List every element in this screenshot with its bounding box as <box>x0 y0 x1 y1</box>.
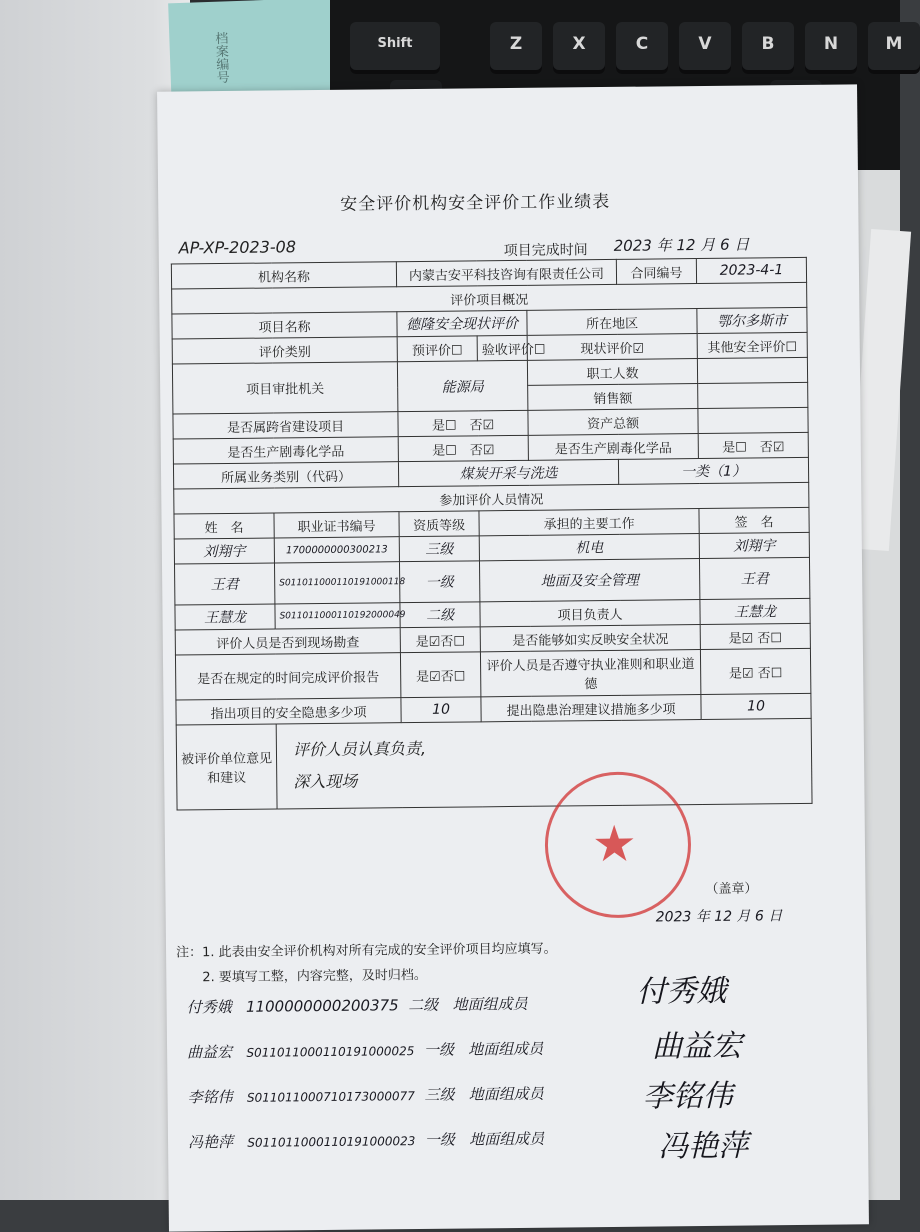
cross-province-value: 是☐ 否☑ <box>398 410 528 436</box>
form-title: 安全评价机构安全评价工作业绩表 <box>340 191 611 215</box>
project-name-label: 项目名称 <box>172 312 397 339</box>
extra-member-name: 曲益宏 <box>187 1042 233 1062</box>
extra-member-name: 李铭伟 <box>187 1087 233 1107</box>
business-code: 一类（1） <box>618 457 808 484</box>
hazard-count-label: 指出项目的安全隐患多少项 <box>176 698 401 725</box>
assets-value <box>698 407 808 433</box>
leader-grade: 二级 <box>400 602 480 628</box>
note-2: 2. 要填写工整，内容完整，及时归档。 <box>202 967 427 986</box>
ethics-label: 评价人员是否遵守执业准则和职业道德 <box>480 650 700 697</box>
member-work: 机电 <box>479 534 699 561</box>
table-row <box>174 557 809 605</box>
extra-member-work: 地面组成员 <box>469 1129 545 1149</box>
performance-form-sheet <box>157 84 869 1231</box>
approval-value: 能源局 <box>397 360 528 411</box>
leader-label: 项目负责人 <box>480 600 700 627</box>
toxic-chem-value-2: 是☐ 否☑ <box>698 432 808 458</box>
member-cert: 1700000000300213 <box>274 537 399 563</box>
contract-value: 2023-4-1 <box>696 257 806 283</box>
overview-header: 评价项目概况 <box>172 282 807 314</box>
extra-member-cert: S011011000110191000023 <box>247 1134 416 1150</box>
assets-label: 资产总额 <box>528 409 698 436</box>
note-1: 注：1. 此表由安全评价机构对所有完成的安全评价项目均应填写。 <box>175 941 557 961</box>
extra-member-work: 地面组成员 <box>468 1084 544 1104</box>
project-name-value: 德隆安全现状评价 <box>397 310 527 336</box>
extra-member-grade: 二级 <box>408 995 439 1015</box>
toxic-chem-value: 是☐ 否☑ <box>398 435 528 461</box>
extra-member-cert: S011011000710173000077 <box>246 1089 415 1105</box>
cross-province-label: 是否属跨省建设项目 <box>173 412 398 439</box>
opinion-line-1: 评价人员认真负责, <box>292 738 427 760</box>
opinion-box <box>276 718 812 809</box>
red-company-seal <box>544 771 692 919</box>
member-name: 王君 <box>174 563 274 605</box>
location-value: 鄂尔多斯市 <box>697 307 807 333</box>
seal-label: （盖章） <box>705 881 758 897</box>
performance-table <box>171 257 813 811</box>
extra-member-grade: 一级 <box>424 1130 455 1149</box>
handwritten-signature: 曲益宏 <box>651 1028 743 1065</box>
complete-time-label: 项目完成时间 <box>503 242 588 260</box>
handwritten-signature: 冯艳萍 <box>657 1128 749 1165</box>
key-b: B <box>742 22 794 74</box>
toxic-chem-label-2: 是否生产剧毒化学品 <box>528 434 698 461</box>
key-shift: Shift <box>350 22 440 74</box>
measure-count-label: 提出隐患治理建议措施多少项 <box>481 695 701 722</box>
type-label: 评价类别 <box>172 337 397 364</box>
site-visit-label: 评价人员是否到现场勘查 <box>175 628 400 655</box>
extra-member-cert: 1100000000200375 <box>245 996 399 1016</box>
toxic-chem-label: 是否生产剧毒化学品 <box>173 437 398 464</box>
col-work-header: 承担的主要工作 <box>479 509 699 536</box>
col-name-header: 姓 名 <box>174 513 274 539</box>
form-code: AP-XP-2023-08 <box>178 237 297 258</box>
member-name: 刘翔宇 <box>174 538 274 564</box>
col-sign-header: 签 名 <box>699 507 809 533</box>
key-z: Z <box>490 22 542 74</box>
key-m: M <box>868 22 920 74</box>
opinion-label: 被评价单位意见和建议 <box>176 724 277 810</box>
type-pre-checkbox: 预评价☐ <box>397 336 477 362</box>
key-n: N <box>805 22 857 74</box>
key-x: X <box>553 22 605 74</box>
extra-member-line <box>187 1083 543 1108</box>
col-cert-header: 职业证书编号 <box>274 512 399 538</box>
approval-label: 项目审批机关 <box>172 362 398 414</box>
leader-signature: 王慧龙 <box>700 598 810 624</box>
leader-cert: S011011000110192000049 <box>275 603 400 629</box>
extra-member-cert: S011011000110191000025 <box>246 1044 415 1060</box>
ethics-value: 是☑ 否☐ <box>700 648 810 694</box>
type-other-checkbox: 其他安全评价☐ <box>697 332 807 358</box>
leader-name: 王慧龙 <box>175 604 275 630</box>
measure-count-value: 10 <box>701 693 811 719</box>
reflect-value: 是☑ 否☐ <box>700 623 810 649</box>
on-time-label: 是否在规定的时间完成评价报告 <box>175 653 400 700</box>
sales-label: 销售额 <box>528 384 698 411</box>
extra-member-grade: 三级 <box>424 1085 455 1104</box>
opinion-line-2: 深入现场 <box>293 771 358 792</box>
member-signature: 刘翔宇 <box>699 532 809 558</box>
extra-member-work: 地面组成员 <box>468 1039 544 1059</box>
extra-member-name: 付秀娥 <box>186 997 232 1017</box>
staff-label: 职工人数 <box>527 359 697 386</box>
personnel-header: 参加评价人员情况 <box>174 482 809 514</box>
extra-member-line <box>187 993 528 1018</box>
member-grade: 一级 <box>400 561 480 603</box>
reflect-label: 是否能够如实反映安全状况 <box>480 625 700 652</box>
col-grade-header: 资质等级 <box>399 511 479 537</box>
seal-date: 2023 年 12 月 6 日 <box>655 908 783 926</box>
handwritten-signature: 付秀娥 <box>636 973 727 1010</box>
type-status-checkbox: 现状评价☑ <box>527 334 697 361</box>
seal-star-icon: ★ <box>591 814 638 874</box>
location-label: 所在地区 <box>527 309 697 336</box>
extra-member-line <box>187 1038 543 1063</box>
site-visit-value: 是☑否☐ <box>400 627 480 653</box>
hazard-count-value: 10 <box>401 697 481 723</box>
member-cert: S011011000110191000118 <box>274 562 399 604</box>
extra-member-grade: 一级 <box>423 1040 455 1059</box>
member-work: 地面及安全管理 <box>479 559 699 602</box>
extra-member-line <box>188 1128 544 1153</box>
member-grade: 三级 <box>399 536 479 562</box>
business-label: 所属业务类别（代码） <box>173 462 398 489</box>
sales-value <box>698 382 808 408</box>
key-v: V <box>679 22 731 74</box>
member-signature: 王君 <box>699 557 809 599</box>
handwritten-signature: 李铭伟 <box>642 1078 733 1115</box>
on-time-value: 是☑否☐ <box>400 652 480 698</box>
extra-member-name: 冯艳萍 <box>187 1132 234 1152</box>
complete-time-value: 2023 年 12 月 6 日 <box>613 235 750 255</box>
staff-value <box>697 357 807 383</box>
contract-label: 合同编号 <box>616 259 696 285</box>
business-value: 煤炭开采与洗选 <box>398 459 618 486</box>
extra-member-work: 地面组成员 <box>452 994 528 1014</box>
org-value: 内蒙古安平科技咨询有限责任公司 <box>396 259 616 286</box>
org-label: 机构名称 <box>171 262 396 289</box>
archive-card-label: 档案编号 <box>212 31 229 84</box>
key-c: C <box>616 22 668 74</box>
type-accept-checkbox: 验收评价☐ <box>477 335 527 361</box>
